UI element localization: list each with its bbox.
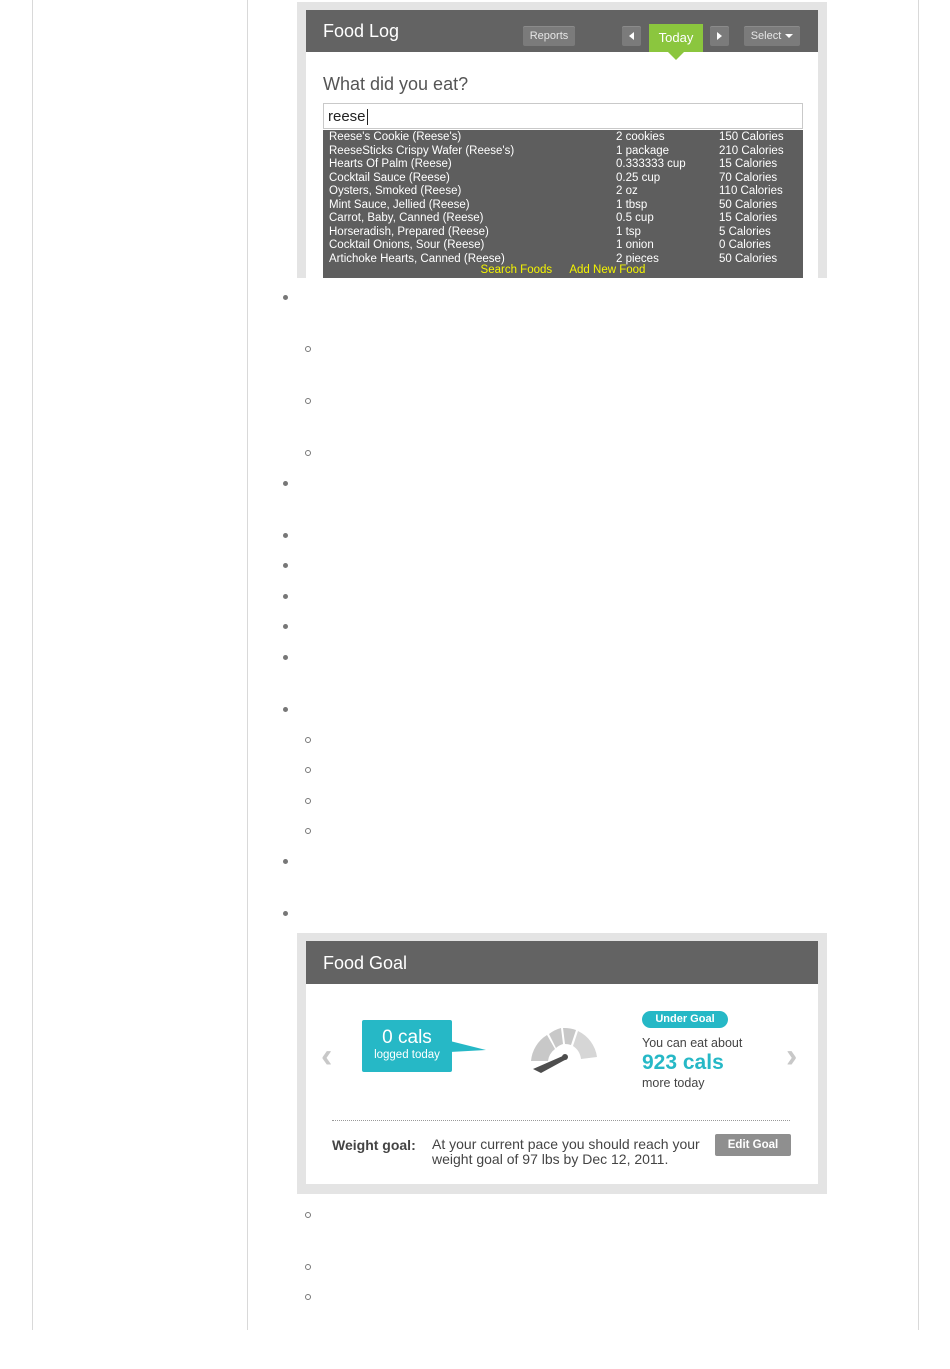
result-calories: 5 Calories	[719, 225, 771, 238]
result-row[interactable]	[323, 172, 803, 186]
result-row[interactable]	[323, 131, 803, 145]
result-calories: 110 Calories	[719, 185, 783, 197]
divider	[332, 1120, 790, 1121]
search-results-dropdown	[323, 130, 803, 278]
result-name: ReeseSticks Crispy Wafer (Reese's)	[329, 144, 515, 157]
result-serving: 1 package	[616, 144, 670, 157]
result-name: Cocktail Onions, Sour (Reese)	[329, 239, 485, 251]
result-calories: 70 Calories	[719, 171, 778, 184]
result-serving: 1 tbsp	[616, 198, 648, 211]
result-calories: 0 Calories	[719, 239, 771, 251]
list-bullet	[283, 655, 288, 660]
result-serving: 0.5 cup	[616, 212, 654, 224]
sublist-bullet	[305, 737, 311, 743]
list-bullet	[283, 481, 288, 486]
result-serving: 0.25 cup	[616, 171, 661, 184]
food-goal-title: Food Goal	[323, 953, 408, 973]
calories-remaining: 923 cals	[642, 1051, 724, 1074]
result-row[interactable]	[323, 239, 803, 253]
arrow-left-icon	[629, 32, 634, 40]
select-label: Select	[750, 30, 782, 42]
result-serving: 1 tsp	[616, 225, 641, 238]
logged-label: logged today	[374, 1049, 440, 1061]
food-search-value: reese	[328, 108, 366, 125]
list-bullet	[283, 911, 288, 916]
eat-about-text: You can eat about	[642, 1036, 743, 1050]
result-serving: 2 oz	[616, 185, 638, 197]
result-calories: 150 Calories	[719, 131, 784, 143]
results-footer	[323, 264, 803, 276]
sublist-bullet	[305, 346, 311, 352]
left-column-border	[32, 0, 33, 1330]
list-bullet	[283, 707, 288, 712]
list-bullet	[283, 594, 288, 599]
result-row[interactable]	[323, 199, 803, 213]
result-row[interactable]	[323, 212, 803, 226]
food-log-title: Food Log	[323, 21, 400, 41]
result-name: Carrot, Baby, Canned (Reese)	[329, 212, 484, 224]
logged-calories: 0 cals	[382, 1027, 432, 1048]
callout-arrow	[450, 1041, 486, 1052]
select-dropdown[interactable]	[744, 26, 800, 46]
sublist-bullet	[305, 798, 311, 804]
result-row[interactable]	[323, 226, 803, 240]
edit-goal-button[interactable]: Edit Goal	[715, 1134, 791, 1156]
sublist-bullet	[305, 450, 311, 456]
weight-goal-label: Weight goal:	[332, 1137, 416, 1153]
search-foods-link[interactable]: Search Foods	[480, 264, 553, 276]
chevron-left-icon[interactable]: ‹	[321, 1037, 333, 1075]
sublist-bullet	[305, 398, 311, 404]
sublist-bullet	[305, 767, 311, 773]
reports-button[interactable]: Reports	[523, 26, 575, 46]
food-log-header	[306, 10, 818, 52]
list-bullet	[283, 295, 288, 300]
result-calories: 50 Calories	[719, 198, 778, 211]
sublist-bullet	[305, 828, 311, 834]
result-name: Mint Sauce, Jellied (Reese)	[329, 198, 470, 211]
list-bullet	[283, 859, 288, 864]
result-calories: 50 Calories	[719, 252, 778, 265]
food-goal-header	[306, 941, 818, 984]
today-label: Today	[658, 30, 694, 45]
food-search-input[interactable]	[323, 103, 803, 129]
weight-goal-text: At your current pace you should reach your weight goal of 97 lbs by Dec 12, 2011.	[432, 1136, 700, 1167]
result-name: Cocktail Sauce (Reese)	[329, 171, 450, 184]
today-pointer	[668, 52, 684, 60]
today-tab[interactable]	[649, 24, 703, 52]
result-calories: 15 Calories	[719, 212, 778, 224]
logged-calories-callout	[362, 1020, 452, 1072]
arrow-right-icon	[717, 32, 722, 40]
sublist-bullet	[305, 1212, 311, 1218]
next-day-button[interactable]	[710, 26, 729, 46]
text-cursor	[367, 109, 368, 125]
list-bullet	[283, 533, 288, 538]
status-badge: Under Goal	[642, 1011, 728, 1028]
list-bullet	[283, 563, 288, 568]
result-row[interactable]	[323, 158, 803, 172]
sublist-bullet	[305, 1294, 311, 1300]
add-new-food-link[interactable]: Add New Food	[569, 264, 646, 276]
result-row[interactable]	[323, 185, 803, 199]
food-question: What did you eat?	[323, 74, 469, 94]
content-column-border	[247, 0, 248, 1330]
sublist-bullet	[305, 1264, 311, 1270]
result-serving: 1 onion	[616, 239, 654, 251]
caret-down-icon	[785, 34, 793, 38]
result-calories: 210 Calories	[719, 144, 784, 157]
result-name: Oysters, Smoked (Reese)	[329, 185, 462, 197]
right-column-border	[918, 0, 919, 1330]
result-row[interactable]	[323, 145, 803, 159]
list-bullet	[283, 624, 288, 629]
result-name: Artichoke Hearts, Canned (Reese)	[329, 252, 505, 265]
previous-day-button[interactable]	[622, 26, 641, 46]
food-goal-widget	[297, 933, 827, 1194]
result-name: Reese's Cookie (Reese's)	[329, 131, 462, 143]
gauge-icon	[521, 1023, 607, 1079]
result-serving: 0.333333 cup	[616, 158, 686, 170]
result-calories: 15 Calories	[719, 158, 778, 170]
food-goal-panel	[306, 941, 818, 1184]
chevron-right-icon[interactable]: ›	[786, 1037, 798, 1075]
more-today-text: more today	[642, 1076, 705, 1090]
food-log-widget	[297, 2, 827, 278]
result-serving: 2 pieces	[616, 252, 659, 265]
result-serving: 2 cookies	[616, 131, 665, 143]
result-name: Horseradish, Prepared (Reese)	[329, 225, 489, 238]
food-log-panel	[306, 10, 818, 278]
result-name: Hearts Of Palm (Reese)	[329, 158, 452, 170]
